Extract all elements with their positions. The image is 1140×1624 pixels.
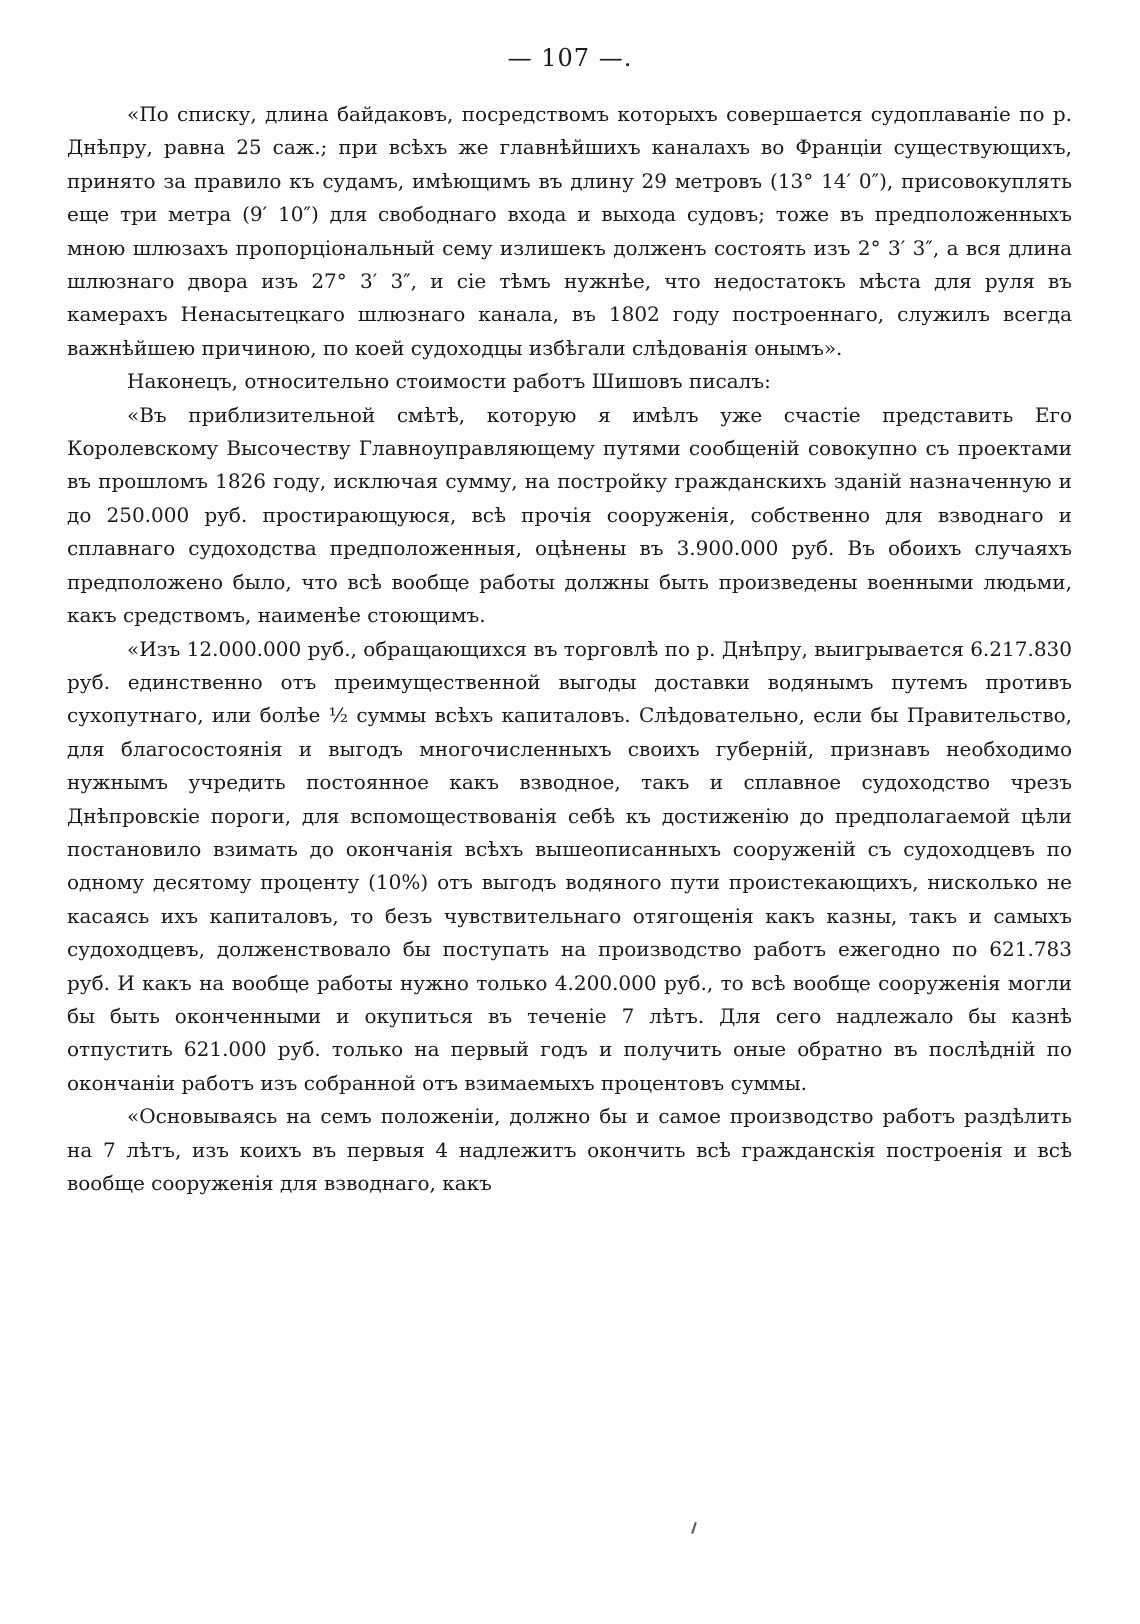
body-text <box>67 98 1072 1200</box>
paragraph-1: «По списку, длина байдаковъ, посредствомъ которыхъ совершается судоплаваніе по р. Днѣпру, равна 25 саж.; при всѣхъ же главнѣйшихъ каналахъ во Франціи существующихъ, принято за правило къ судамъ, имѣющимъ въ длину 29 метровъ (13° 14′ 0″), присовокуплять еще три метра (9′ 10″) для свободнаго входа и выхода судовъ; тоже въ предположенныхъ мною шлюзахъ пропорціональный сему излишекъ долженъ состоять изъ 2° 3′ 3″, а вся длина шлюзнаго двора изъ 27° 3′ 3″, и сіе тѣмъ нужнѣе, что недостатокъ мѣста для руля въ камерахъ Ненасытецкаго шлюзнаго канала, въ 1802 году построеннаго, служилъ всегда важнѣйшею причиною, по коей судоходцы избѣгали слѣдованія онымъ». <box>67 102 1072 360</box>
paragraph-2: Наконецъ, относительно стоимости работъ Шишовъ писалъ: <box>127 369 771 394</box>
paragraph-5: «Основываясь на семъ положеніи, должно бы и самое производство работъ раздѣлить на 7 лѣтъ, изъ коихъ въ первыя 4 надлежитъ окончить всѣ гражданскія построенія и всѣ вообще сооруженія для взводнаго, какъ <box>67 1104 1072 1195</box>
scan-speck <box>691 1522 697 1534</box>
page-number: — 107 —. <box>507 44 633 72</box>
paragraph-3: «Въ приблизительной смѣтѣ, которую я имѣлъ уже счастіе представить Его Королевскому Высочеству Главноуправляющему путями сообщеній совокупно съ проектами въ прошломъ 1826 году, исключая сумму, на постройку гражданскихъ зданій назначенную и до 250.000 руб. простирающуюся, всѣ прочія сооруженія, собственно для взводнаго и сплавнаго судоходства предположенныя, оцѣнены въ 3.900.000 руб. Въ обоихъ случаяхъ предположено было, что всѣ вообще работы должны быть произведены военными людьми, какъ средствомъ, наименѣе стоющимъ. <box>67 402 1072 628</box>
paragraph-4: «Изъ 12.000.000 руб., обращающихся въ торговлѣ по р. Днѣпру, выигрывается 6.217.830 руб. единственно отъ преимущественной выгоды доставки водянымъ путемъ противъ сухопутнаго, или болѣе ½ суммы всѣхъ капиталовъ. Слѣдовательно, если бы Правительство, для благосостоянія и выгодъ многочисленныхъ своихъ губерній, признавъ необходимо нужнымъ учредить постоянное какъ взводное, такъ и сплавное судоходство чрезъ Днѣпровскіе пороги, для вспомоществованія себѣ къ достиженію до предполагаемой цѣли постановило взимать до окончанія всѣхъ вышеописанныхъ сооруженій съ судоходцевъ по одному десятому проценту (10%) отъ выгодъ водяного пути проистекающихъ, нисколько не касаясь ихъ капиталовъ, то безъ чувствительнаго отягощенія какъ казны, такъ и самыхъ судоходцевъ, долженствовало бы поступать на производство работъ ежегодно по 621.783 руб. И какъ на вообще работы нужно только 4.200.000 руб., то всѣ вообще сооруженія могли бы быть оконченными и окупиться въ теченіе 7 лѣтъ. Для сего надлежало бы казнѣ отпустить 621.000 руб. только на первый годъ и получить оные обратно въ послѣдній по окончаніи работъ изъ собранной отъ взимаемыхъ процентовъ суммы. <box>67 636 1072 1095</box>
